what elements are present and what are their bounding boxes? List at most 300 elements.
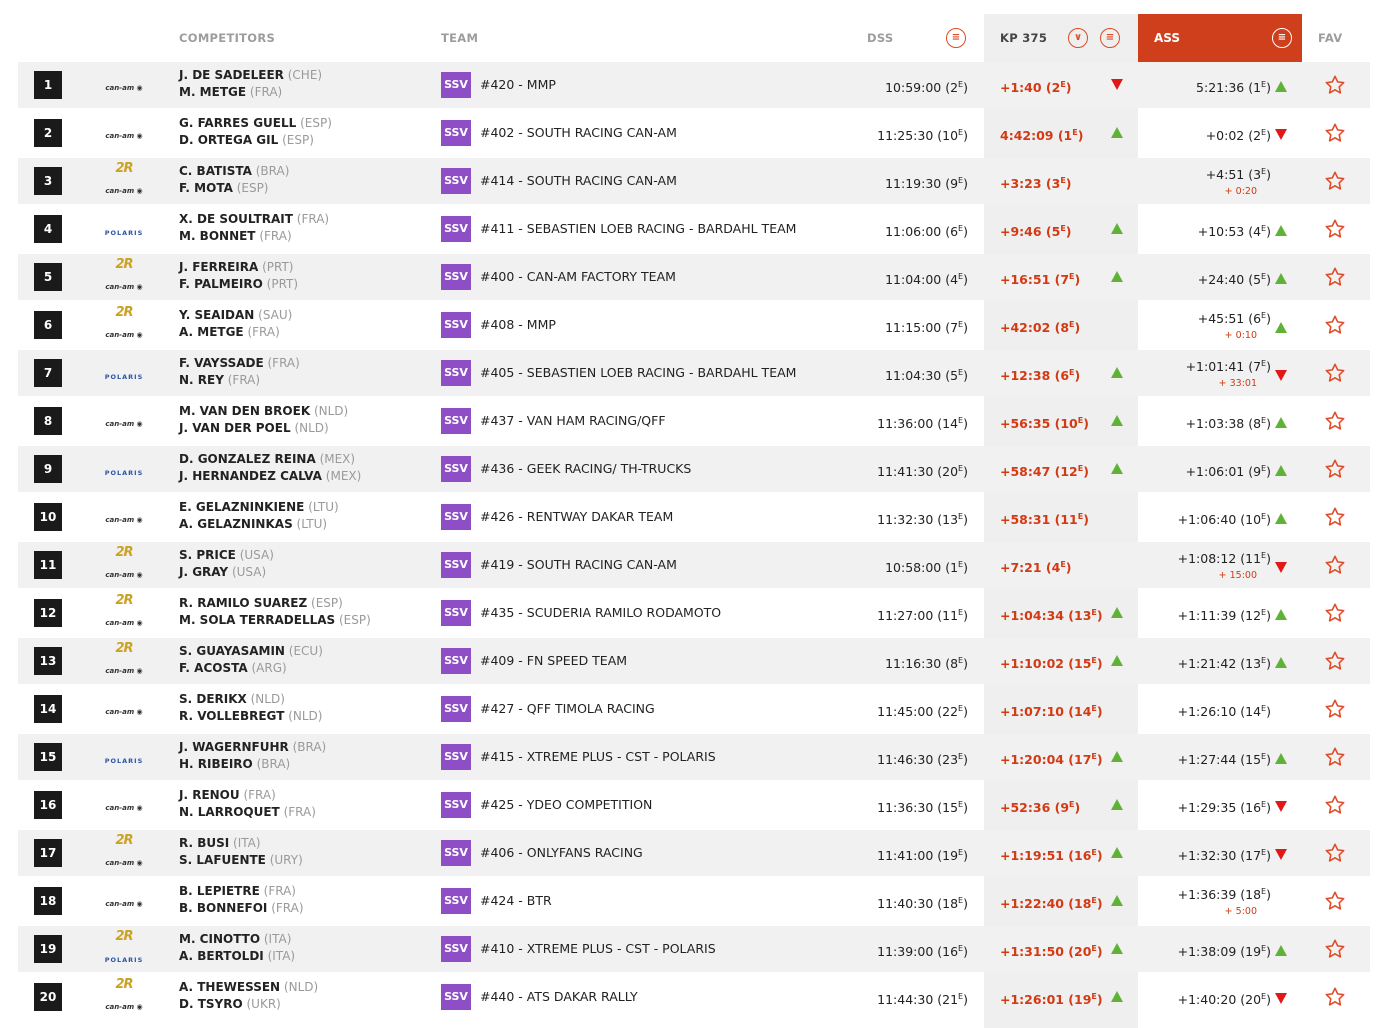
kp-close: ): [1096, 656, 1103, 672]
table-row[interactable]: [18, 974, 1370, 1020]
driver-country: (FRA): [267, 356, 300, 370]
kp-value: +52:36 (9: [1000, 800, 1070, 816]
driver-name[interactable]: [179, 836, 261, 850]
table-row[interactable]: [18, 398, 1370, 444]
kp-close: ): [1065, 560, 1072, 576]
codriver-name[interactable]: [179, 85, 282, 99]
driver-name-text: S. PRICE: [179, 548, 236, 562]
polaris-logo: POLARIS: [104, 956, 144, 964]
table-row[interactable]: [18, 686, 1370, 732]
kp-dropdown-chevron-icon[interactable]: ∨: [1068, 28, 1088, 48]
codriver-name[interactable]: [179, 517, 327, 531]
favorite-star-icon[interactable]: [1324, 842, 1346, 864]
driver-name[interactable]: [179, 932, 291, 946]
ass-value: +1:29:35 (16: [1177, 800, 1262, 816]
driver-name[interactable]: [179, 212, 329, 226]
kp-time: [1000, 446, 1089, 495]
kp-value: +3:23 (3: [1000, 176, 1061, 192]
dss-suffix: E: [958, 80, 964, 89]
favorite-star-icon[interactable]: [1324, 74, 1346, 96]
favorite-star-icon[interactable]: [1324, 890, 1346, 912]
ass-close: ): [1266, 80, 1271, 96]
dss-suffix: E: [958, 944, 964, 953]
ass-suffix: E: [1261, 656, 1267, 665]
favorite-star-icon[interactable]: [1324, 698, 1346, 720]
team-name: #410 - XTREME PLUS - CST - POLARIS: [480, 941, 716, 956]
dss-value: 11:15:00 (7: [885, 320, 959, 336]
codriver-name[interactable]: [179, 229, 292, 243]
table-row[interactable]: [18, 734, 1370, 780]
category-badge: SSV: [441, 600, 471, 626]
ass-trend-up-icon: [1275, 225, 1287, 236]
ass-value: +24:40 (5: [1197, 272, 1262, 288]
favorite-star-icon[interactable]: [1324, 986, 1346, 1008]
driver-country: (MEX): [319, 452, 356, 466]
ass-trend-up-icon: [1275, 513, 1287, 524]
kp-value: 4:42:09 (1: [1000, 128, 1073, 144]
can-am-logo: can-am ◉: [105, 571, 143, 579]
dss-suffix: E: [958, 992, 964, 1001]
codriver-name[interactable]: [179, 613, 371, 627]
driver-name[interactable]: [179, 596, 343, 610]
driver-name[interactable]: [179, 164, 289, 178]
ass-value: +1:21:42 (13: [1177, 656, 1262, 672]
team-name: #425 - YDEO COMPETITION: [480, 797, 653, 812]
category-badge: SSV: [441, 72, 471, 98]
kp-suffix: E: [1072, 128, 1078, 137]
favorite-star-icon[interactable]: [1324, 938, 1346, 960]
team-name: #406 - ONLYFANS RACING: [480, 845, 643, 860]
driver-name[interactable]: [179, 692, 285, 706]
brand-logos: [96, 114, 152, 152]
ass-time: [1198, 206, 1271, 255]
driver-name[interactable]: [179, 500, 339, 514]
table-row[interactable]: [18, 542, 1370, 588]
dss-time: [877, 878, 968, 927]
table-row[interactable]: [18, 206, 1370, 252]
codriver-name[interactable]: [179, 709, 322, 723]
codriver-name[interactable]: [179, 181, 269, 195]
ass-trend-up-icon: [1275, 322, 1287, 333]
dss-suffix: E: [958, 368, 964, 377]
category-badge: SSV: [441, 264, 471, 290]
kp-trend-up-icon: [1111, 991, 1123, 1002]
kp-suffix: E: [1069, 800, 1075, 809]
ass-value: +1:06:01 (9: [1185, 464, 1262, 480]
category-badge: SSV: [441, 504, 471, 530]
codriver-name[interactable]: [179, 469, 361, 483]
ass-value: +1:11:39 (12: [1177, 608, 1262, 624]
team-name: #415 - XTREME PLUS - CST - POLARIS: [480, 749, 716, 764]
kp-close: ): [1096, 848, 1103, 864]
rank-badge: 14: [34, 695, 62, 723]
kp-trend-up-icon: [1111, 415, 1123, 426]
category-badge: SSV: [441, 408, 471, 434]
codriver-country: (LTU): [296, 517, 328, 531]
driver-name[interactable]: [179, 548, 274, 562]
kp-trend-up-icon: [1111, 127, 1123, 138]
codriver-name[interactable]: [179, 373, 260, 387]
codriver-name[interactable]: [179, 133, 314, 147]
ass-value: +45:51 (6: [1197, 311, 1262, 327]
dss-suffix: E: [958, 176, 964, 185]
driver-country: (ESP): [300, 116, 332, 130]
dss-value: 11:41:00 (19: [877, 848, 959, 864]
category-badge: SSV: [441, 888, 471, 914]
favorite-star-icon[interactable]: [1324, 170, 1346, 192]
ass-suffix: E: [1261, 800, 1267, 809]
table-row[interactable]: [18, 110, 1370, 156]
kp-time: [1000, 158, 1072, 207]
codriver-name[interactable]: [179, 901, 304, 915]
driver-name[interactable]: [179, 788, 276, 802]
driver-name-text: B. LEPIETRE: [179, 884, 260, 898]
driver-country: (BRA): [292, 740, 327, 754]
driver-name[interactable]: [179, 356, 300, 370]
kp-close: ): [1065, 224, 1072, 240]
dss-time: [877, 686, 968, 735]
kp-close: ): [1074, 272, 1081, 288]
brand-logos: [96, 258, 152, 296]
dss-suffix: E: [958, 656, 964, 665]
dss-close: ): [963, 320, 968, 336]
codriver-name-text: F. ACOSTA: [179, 661, 248, 675]
brand-logos: [96, 402, 152, 440]
driver-name-text: J. WAGERNFUHR: [179, 740, 289, 754]
favorite-star-icon[interactable]: [1324, 362, 1346, 384]
favorite-star-icon[interactable]: [1324, 218, 1346, 240]
ass-time: [1178, 551, 1271, 566]
driver-name[interactable]: [179, 116, 332, 130]
favorite-star-icon[interactable]: [1324, 122, 1346, 144]
ass-suffix: E: [1261, 704, 1267, 713]
brand-logos: [96, 354, 152, 392]
dss-value: 11:46:30 (23: [877, 752, 959, 768]
codriver-name-text: N. LARROQUET: [179, 805, 280, 819]
dss-time: [885, 542, 968, 591]
kp-trend-up-icon: [1111, 895, 1123, 906]
ass-time: [1178, 926, 1271, 975]
dss-close: ): [963, 368, 968, 384]
ass-time: [1196, 62, 1271, 111]
table-header: [0, 14, 1384, 62]
codriver-country: (BRA): [256, 757, 291, 771]
driver-name-text: J. RENOU: [179, 788, 240, 802]
team-name: #440 - ATS DAKAR RALLY: [480, 989, 638, 1004]
brand-logos: [96, 786, 152, 824]
favorite-star-icon[interactable]: [1324, 794, 1346, 816]
kp-close: ): [1074, 800, 1081, 816]
ass-trend-down-icon: [1275, 370, 1287, 381]
kp-close: ): [1077, 128, 1084, 144]
favorite-star-icon[interactable]: [1324, 410, 1346, 432]
ass-suffix: E: [1261, 848, 1267, 857]
rank-badge: 6: [34, 311, 62, 339]
driver-country: (FRA): [296, 212, 330, 226]
dss-value: 11:27:00 (11: [877, 608, 959, 624]
dss-time: [885, 254, 968, 303]
ass-time: [1178, 590, 1271, 639]
kp-trend-up-icon: [1111, 655, 1123, 666]
codriver-name[interactable]: [179, 565, 266, 579]
ass-close: ): [1266, 752, 1271, 768]
table-row[interactable]: [18, 446, 1370, 492]
table-row[interactable]: [18, 158, 1370, 204]
kp-suffix: E: [1060, 560, 1066, 569]
rank-badge: 16: [34, 791, 62, 819]
ass-close: ): [1266, 224, 1271, 240]
kp-time: [1000, 926, 1103, 975]
dss-suffix: E: [958, 464, 964, 473]
dss-value: 10:58:00 (1: [885, 560, 959, 576]
table-row[interactable]: [18, 926, 1370, 972]
driver-name[interactable]: [179, 884, 296, 898]
driver-name[interactable]: [179, 308, 292, 322]
ass-value: +1:03:38 (8: [1185, 416, 1262, 432]
kp-time: [1000, 254, 1080, 303]
category-badge: SSV: [441, 552, 471, 578]
ass-time: [1178, 830, 1271, 879]
2r-logo: 2R: [115, 257, 133, 272]
table-row[interactable]: [18, 638, 1370, 684]
ass-time: [1178, 734, 1271, 783]
ass-close: ): [1266, 656, 1271, 672]
category-badge: SSV: [441, 456, 471, 482]
ass-value: +1:27:44 (15: [1177, 752, 1262, 768]
kp-suffix: E: [1091, 848, 1097, 857]
codriver-country: (ESP): [339, 613, 371, 627]
kp-time: [1000, 686, 1103, 735]
category-badge: SSV: [441, 312, 471, 338]
dss-close: ): [963, 608, 968, 624]
category-badge: SSV: [441, 648, 471, 674]
table-row[interactable]: [18, 254, 1370, 300]
can-am-logo: can-am ◉: [105, 1003, 143, 1011]
table-row[interactable]: [18, 782, 1370, 828]
codriver-name[interactable]: [179, 997, 281, 1011]
ass-trend-up-icon: [1275, 945, 1287, 956]
driver-name[interactable]: [179, 740, 326, 754]
dss-value: 11:36:30 (15: [877, 800, 959, 816]
driver-name-text: D. GONZALEZ REINA: [179, 452, 316, 466]
dss-value: 11:36:00 (14: [877, 416, 959, 432]
dss-suffix: E: [958, 224, 964, 233]
header-ass-active[interactable]: [1138, 14, 1302, 62]
codriver-name[interactable]: [179, 277, 298, 291]
dss-time: [877, 398, 968, 447]
codriver-country: (FRA): [283, 805, 316, 819]
kp-trend-up-icon: [1111, 271, 1123, 282]
ass-trend-up-icon: [1275, 753, 1287, 764]
codriver-name-text: F. PALMEIRO: [179, 277, 263, 291]
ass-trend-down-icon: [1275, 801, 1287, 812]
codriver-name-text: B. BONNEFOI: [179, 901, 268, 915]
kp-time: [1000, 398, 1089, 447]
header-dss: DSS: [867, 31, 894, 45]
codriver-country: (MEX): [325, 469, 362, 483]
brand-logos: [96, 834, 152, 872]
rank-badge: 13: [34, 647, 62, 675]
driver-name-text: M. VAN DEN BROEK: [179, 404, 311, 418]
kp-trend-up-icon: [1111, 799, 1123, 810]
kp-suffix: E: [1091, 944, 1097, 953]
table-row[interactable]: [18, 590, 1370, 636]
penalty-time: + 0:20: [1224, 186, 1257, 197]
can-am-logo: can-am ◉: [105, 84, 143, 92]
can-am-logo: can-am ◉: [105, 283, 143, 291]
codriver-name-text: F. MOTA: [179, 181, 233, 195]
can-am-logo: can-am ◉: [105, 516, 143, 524]
header-ass: ASS: [1154, 31, 1181, 45]
favorite-star-icon[interactable]: [1324, 650, 1346, 672]
codriver-country: (FRA): [249, 85, 283, 99]
ass-suffix: E: [1261, 80, 1267, 89]
favorite-star-icon[interactable]: [1324, 266, 1346, 288]
codriver-country: (UKR): [246, 997, 281, 1011]
kp-sort-icon[interactable]: ≡: [1100, 28, 1120, 48]
codriver-country: (FRA): [227, 373, 261, 387]
rank-badge: 10: [34, 503, 62, 531]
category-badge: SSV: [441, 744, 471, 770]
codriver-name-text: D. ORTEGA GIL: [179, 133, 279, 147]
ass-value: +4:51 (3: [1205, 167, 1262, 183]
ass-time: [1178, 887, 1271, 902]
favorite-star-icon[interactable]: [1324, 554, 1346, 576]
2r-logo: 2R: [115, 305, 133, 320]
driver-name[interactable]: [179, 404, 348, 418]
penalty-time: + 15:00: [1218, 570, 1257, 581]
dss-suffix: E: [958, 752, 964, 761]
codriver-name[interactable]: [179, 325, 280, 339]
driver-name[interactable]: [179, 68, 322, 82]
codriver-name[interactable]: [179, 757, 290, 771]
codriver-country: (ESP): [236, 181, 269, 195]
driver-name-text: R. RAMILO SUAREZ: [179, 596, 308, 610]
kp-time: [1000, 830, 1103, 879]
ass-time: [1198, 254, 1271, 303]
codriver-name[interactable]: [179, 421, 329, 435]
dss-sort-icon[interactable]: ≡: [946, 28, 966, 48]
can-am-logo: can-am ◉: [105, 900, 143, 908]
polaris-logo: POLARIS: [104, 757, 144, 765]
ass-value: +0:02 (2: [1205, 128, 1262, 144]
can-am-logo: can-am ◉: [105, 331, 143, 339]
kp-trend-up-icon: [1111, 367, 1123, 378]
team-name: #402 - SOUTH RACING CAN-AM: [480, 125, 677, 140]
team-name: #411 - SEBASTIEN LOEB RACING - BARDAHL TEAM: [480, 221, 797, 236]
team-name: #409 - FN SPEED TEAM: [480, 653, 628, 668]
ass-sort-icon[interactable]: ≡: [1272, 28, 1292, 48]
ass-trend-down-icon: [1275, 993, 1287, 1004]
2r-logo: 2R: [115, 593, 133, 608]
codriver-name[interactable]: [179, 853, 303, 867]
codriver-country: (FRA): [271, 901, 304, 915]
table-row[interactable]: [18, 878, 1370, 924]
codriver-name-text: D. TSYRO: [179, 997, 243, 1011]
ass-close: ): [1266, 359, 1271, 375]
header-fav: FAV: [1318, 31, 1343, 45]
header-team: TEAM: [441, 31, 479, 45]
category-badge: SSV: [441, 792, 471, 818]
ass-close: ): [1266, 992, 1271, 1008]
codriver-name-text: A. BERTOLDI: [179, 949, 264, 963]
kp-time: [1000, 638, 1103, 687]
can-am-logo: can-am ◉: [105, 667, 143, 675]
ass-time: [1186, 398, 1271, 447]
dss-close: ): [963, 800, 968, 816]
favorite-star-icon[interactable]: [1324, 506, 1346, 528]
favorite-star-icon[interactable]: [1324, 602, 1346, 624]
brand-logos: [96, 66, 152, 104]
ass-suffix: E: [1261, 992, 1267, 1001]
table-row[interactable]: [18, 302, 1370, 348]
kp-value: +1:20:04 (17: [1000, 752, 1092, 768]
team-name: #400 - CAN-AM FACTORY TEAM: [480, 269, 676, 284]
kp-value: +58:47 (12: [1000, 464, 1078, 480]
ass-trend-up-icon: [1275, 609, 1287, 620]
driver-name[interactable]: [179, 980, 318, 994]
dss-suffix: E: [958, 320, 964, 329]
kp-value: +1:31:50 (20: [1000, 944, 1092, 960]
brand-logos: [96, 690, 152, 728]
codriver-name-text: M. SOLA TERRADELLAS: [179, 613, 336, 627]
driver-name[interactable]: [179, 644, 323, 658]
driver-name-text: R. BUSI: [179, 836, 230, 850]
driver-name-text: S. GUAYASAMIN: [179, 644, 285, 658]
table-row[interactable]: [18, 494, 1370, 540]
team-name: #420 - MMP: [480, 77, 556, 92]
codriver-name-text: A. GELAZNINKAS: [179, 517, 293, 531]
codriver-name[interactable]: [179, 805, 316, 819]
dss-value: 11:06:00 (6: [885, 224, 959, 240]
ass-trend-up-icon: [1275, 465, 1287, 476]
codriver-name[interactable]: [179, 949, 295, 963]
dss-time: [877, 110, 968, 159]
favorite-star-icon[interactable]: [1324, 746, 1346, 768]
driver-name[interactable]: [179, 260, 294, 274]
favorite-star-icon[interactable]: [1324, 314, 1346, 336]
favorite-star-icon[interactable]: [1324, 458, 1346, 480]
ass-value: +1:06:40 (10: [1177, 512, 1262, 528]
codriver-name[interactable]: [179, 661, 287, 675]
dss-time: [885, 302, 968, 351]
ass-suffix: E: [1261, 944, 1267, 953]
codriver-name-text: R. VOLLEBREGT: [179, 709, 285, 723]
kp-value: +16:51 (7: [1000, 272, 1070, 288]
2r-logo: 2R: [115, 833, 133, 848]
ass-close: ): [1266, 848, 1271, 864]
driver-name[interactable]: [179, 452, 355, 466]
polaris-logo: POLARIS: [104, 373, 144, 381]
ass-time: [1198, 311, 1271, 326]
team-name: #414 - SOUTH RACING CAN-AM: [480, 173, 677, 188]
table-row[interactable]: [18, 830, 1370, 876]
kp-time: [1000, 734, 1103, 783]
dss-close: ): [963, 80, 968, 96]
codriver-name-text: N. REY: [179, 373, 224, 387]
kp-suffix: E: [1077, 416, 1084, 425]
ass-trend-down-icon: [1275, 129, 1287, 140]
kp-close: ): [1096, 992, 1103, 1008]
ass-trend-up-icon: [1275, 417, 1287, 428]
ass-time: [1206, 167, 1271, 182]
driver-country: (ITA): [233, 836, 261, 850]
table-row[interactable]: [18, 350, 1370, 396]
driver-country: (FRA): [243, 788, 276, 802]
rank-badge: 3: [34, 167, 62, 195]
ass-time: [1178, 782, 1271, 831]
table-row[interactable]: [18, 62, 1370, 108]
